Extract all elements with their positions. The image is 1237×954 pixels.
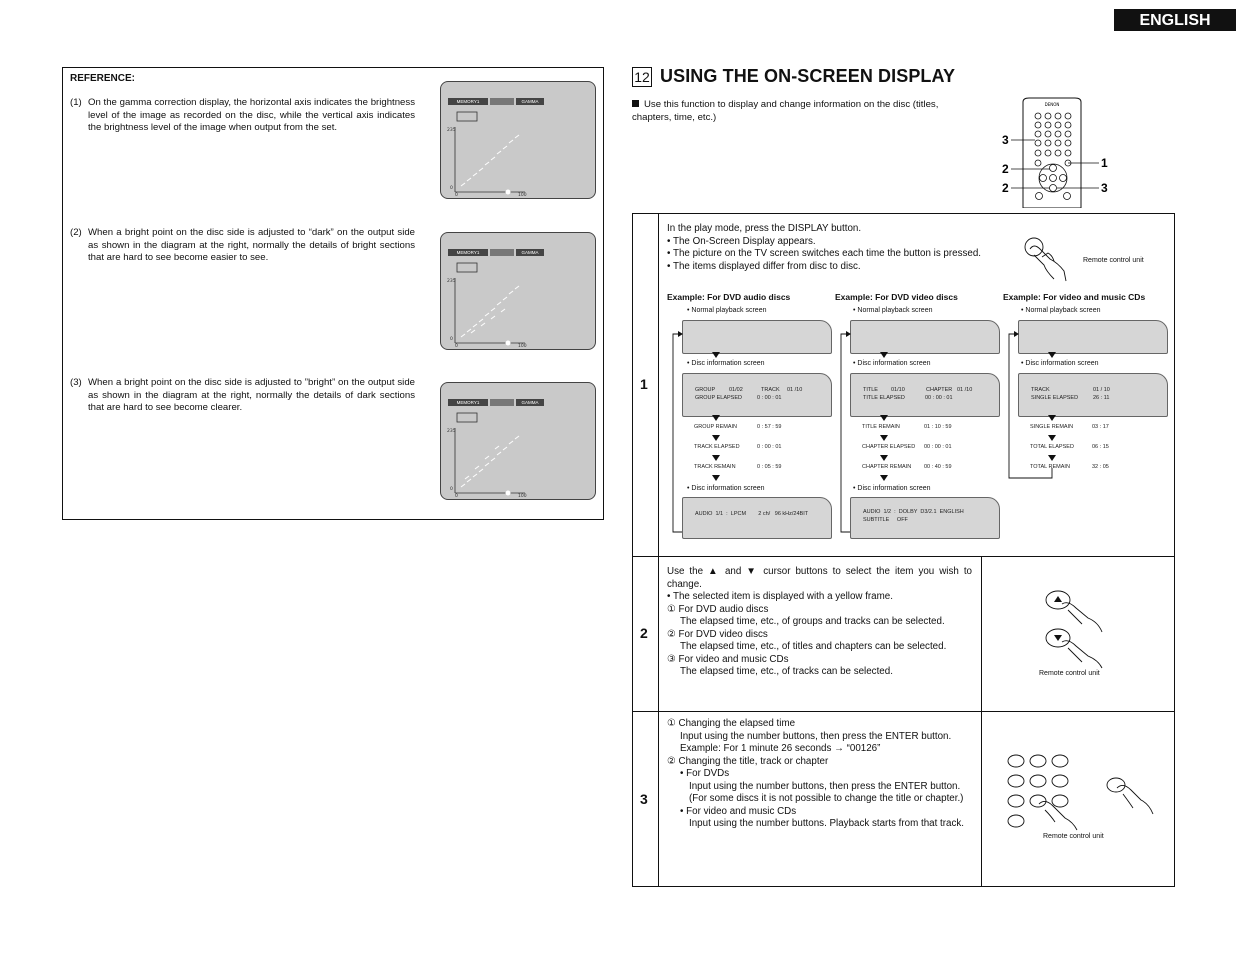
image-column-divider	[981, 556, 982, 887]
svg-text:0: 0	[455, 494, 458, 499]
normal-playback-screen-2	[850, 320, 1000, 354]
loop-line-3	[1005, 330, 1065, 482]
svg-text:0: 0	[450, 186, 453, 191]
arrow-down-icon	[880, 455, 888, 461]
gamma-graph-bright: MEMORY1 GAMMA 235 0 0 100	[440, 382, 596, 500]
row-label: CHAPTER REMAIN	[862, 464, 912, 470]
svg-text:100: 100	[518, 193, 527, 198]
audio-info-screen-1: AUDIO 1/1 : LPCM 2 ch/ 96 kHz/24BIT	[682, 497, 832, 539]
reference-title: REFERENCE:	[70, 73, 136, 84]
disc-info-label-1b: • Disc information screen	[687, 485, 765, 492]
example-dvd-video-heading: Example: For DVD video discs	[835, 292, 958, 302]
step-divider-1	[632, 556, 1175, 557]
svg-text:3: 3	[1101, 181, 1108, 195]
row-label: TOTAL REMAIN	[1030, 464, 1070, 470]
section-title: USING THE ON-SCREEN DISPLAY	[660, 66, 956, 86]
row-label: TRACK REMAIN	[694, 464, 736, 470]
row-value: 0 : 00 : 01	[757, 444, 782, 450]
svg-text:0: 0	[455, 193, 458, 198]
example-cd-heading: Example: For video and music CDs	[1003, 292, 1146, 302]
svg-text:0: 0	[450, 337, 453, 342]
hand-press-cursor-icon	[1038, 588, 1108, 670]
disc-info-label-2: • Disc information screen	[853, 360, 931, 367]
arrow-down-icon	[712, 455, 720, 461]
audio-info-screen-2: AUDIO 1/2 : DOLBY D3/2.1 ENGLISH SUBTITLE OFF	[850, 497, 1000, 539]
reference-item-3: (3) When a bright point on the disc side is adjusted to ”bright” on the output side as shown in the diagram at the right, normally the details of dark sections that are hard to see become clearer.	[70, 377, 415, 414]
svg-text:2: 2	[1002, 181, 1009, 195]
example-dvd-audio-heading: Example: For DVD audio discs	[667, 292, 791, 302]
step-1-text: In the play mode, press the DISPLAY button. • The On-Screen Display appears. • The picture on the TV screen switches each time the button is pressed. • The items displayed differ from disc to disc.	[667, 223, 982, 272]
gamma-curve-bright	[441, 383, 597, 501]
svg-text:1: 1	[1101, 156, 1108, 170]
svg-text:235: 235	[447, 429, 456, 434]
row-label: TRACK ELAPSED	[694, 444, 740, 450]
hand-press-display-icon	[1020, 235, 1078, 283]
row-label: TITLE REMAIN	[862, 424, 900, 430]
svg-text:235: 235	[447, 128, 456, 133]
row-value: 0 : 05 : 59	[757, 464, 782, 470]
section-intro: Use this function to display and change information on the disc (titles, chapters, time, etc.)	[632, 99, 939, 123]
normal-playback-label-2: • Normal playback screen	[853, 307, 933, 314]
disc-info-label-1: • Disc information screen	[687, 360, 765, 367]
row-value: 00 : 00 : 01	[924, 444, 952, 450]
normal-playback-screen-1	[682, 320, 832, 354]
remote-label-2: Remote control unit	[1039, 670, 1100, 677]
bullet-square-icon	[632, 100, 639, 107]
row-value: 00 : 40 : 59	[924, 464, 952, 470]
svg-text:100: 100	[518, 494, 527, 499]
svg-text:DENON: DENON	[1044, 102, 1060, 107]
gamma-graph-dark: MEMORY1 GAMMA 235 0 0 100	[440, 232, 596, 350]
normal-playback-label-1: • Normal playback screen	[687, 307, 767, 314]
arrow-down-icon	[712, 435, 720, 441]
remote-label-1: Remote control unit	[1083, 257, 1144, 264]
reference-item-2: (2) When a bright point on the disc side is adjusted to “dark” on the output side as shown in the diagram at the right, normally the details of bright sections that are hard to see become easier to see.	[70, 227, 415, 264]
svg-text:2: 2	[1002, 162, 1009, 176]
arrow-down-icon	[880, 435, 888, 441]
row-label: SINGLE REMAIN	[1030, 424, 1074, 430]
step-2-text: Use the ▲ and ▼ cursor buttons to select the item you wish to change. • The selected item is displayed with a yellow frame. ① For DVD audio discs The elapsed time, etc., of groups and tracks can be selected. ② For DVD video discs The elapsed time, etc., of titles and chapters can be selected. ③ For video and music CDs The elapsed time, etc., of tracks can be selected.	[667, 566, 972, 677]
svg-text:0: 0	[450, 487, 453, 492]
step-1-number: 1	[640, 376, 648, 392]
disc-info-screen-3: TRACK 01 / 10 SINGLE ELAPSED 26 : 11	[1018, 373, 1168, 417]
steps-column-divider	[658, 213, 659, 887]
arrow-down-icon	[880, 475, 888, 481]
disc-info-label-2b: • Disc information screen	[853, 485, 931, 492]
remote-control-illustration	[995, 96, 1115, 208]
row-value: 06 : 15	[1092, 444, 1109, 450]
gamma-curve-normal	[441, 82, 597, 200]
disc-info-label-3: • Disc information screen	[1021, 360, 1099, 367]
step-divider-2	[632, 711, 1175, 712]
language-tab: ENGLISH	[1114, 9, 1236, 31]
svg-text:3: 3	[1002, 133, 1009, 147]
loop-line-1	[669, 330, 685, 538]
disc-info-screen-2: TITLE 01/10 CHAPTER 01 /10 TITLE ELAPSED 00 : 00 : 01	[850, 373, 1000, 417]
row-label: GROUP REMAIN	[694, 424, 737, 430]
step-3-number: 3	[640, 791, 648, 807]
section-number: 12	[632, 67, 652, 87]
row-value: 0 : 57 : 59	[757, 424, 782, 430]
normal-playback-label-3: • Normal playback screen	[1021, 307, 1101, 314]
arrow-down-icon	[712, 352, 720, 358]
row-value: 01 : 10 : 59	[924, 424, 952, 430]
row-value: 32 : 05	[1092, 464, 1109, 470]
svg-text:235: 235	[447, 279, 456, 284]
arrow-down-icon	[712, 475, 720, 481]
step-3-text: ① Changing the elapsed time Input using the number buttons, then press the ENTER button. Example: For 1 minute 26 seconds → “00126” ② Changing the title, track or chapter • For DVDs Input using the number buttons, then press the ENTER button. (For some discs it is not possible to change the title or chapter.) • For video and music CDs Input using the number buttons. Playback starts from that track.	[667, 718, 964, 829]
number-buttons-illustration	[1005, 752, 1155, 832]
svg-text:100: 100	[518, 344, 527, 349]
gamma-graph-normal: MEMORY1 GAMMA 235 0 0 100	[440, 81, 596, 199]
remote-label-3: Remote control unit	[1043, 833, 1104, 840]
row-label: CHAPTER ELAPSED	[862, 444, 916, 450]
step-2-number: 2	[640, 625, 648, 641]
gamma-curve-dark	[441, 233, 597, 351]
svg-text:0: 0	[455, 344, 458, 349]
arrow-down-icon	[880, 352, 888, 358]
loop-line-2	[837, 330, 853, 538]
disc-info-screen-1: GROUP 01/02 TRACK 01 /10 GROUP ELAPSED 0 : 00 : 01	[682, 373, 832, 417]
row-value: 03 : 17	[1092, 424, 1109, 430]
arrow-down-icon	[880, 415, 888, 421]
reference-item-1: (1) On the gamma correction display, the horizontal axis indicates the brightness level of the image as recorded on the disc, while the vertical axis indicates the brightness level of the image when output from the set.	[70, 97, 415, 134]
row-label: TOTAL ELAPSED	[1030, 444, 1074, 450]
arrow-down-icon	[712, 415, 720, 421]
